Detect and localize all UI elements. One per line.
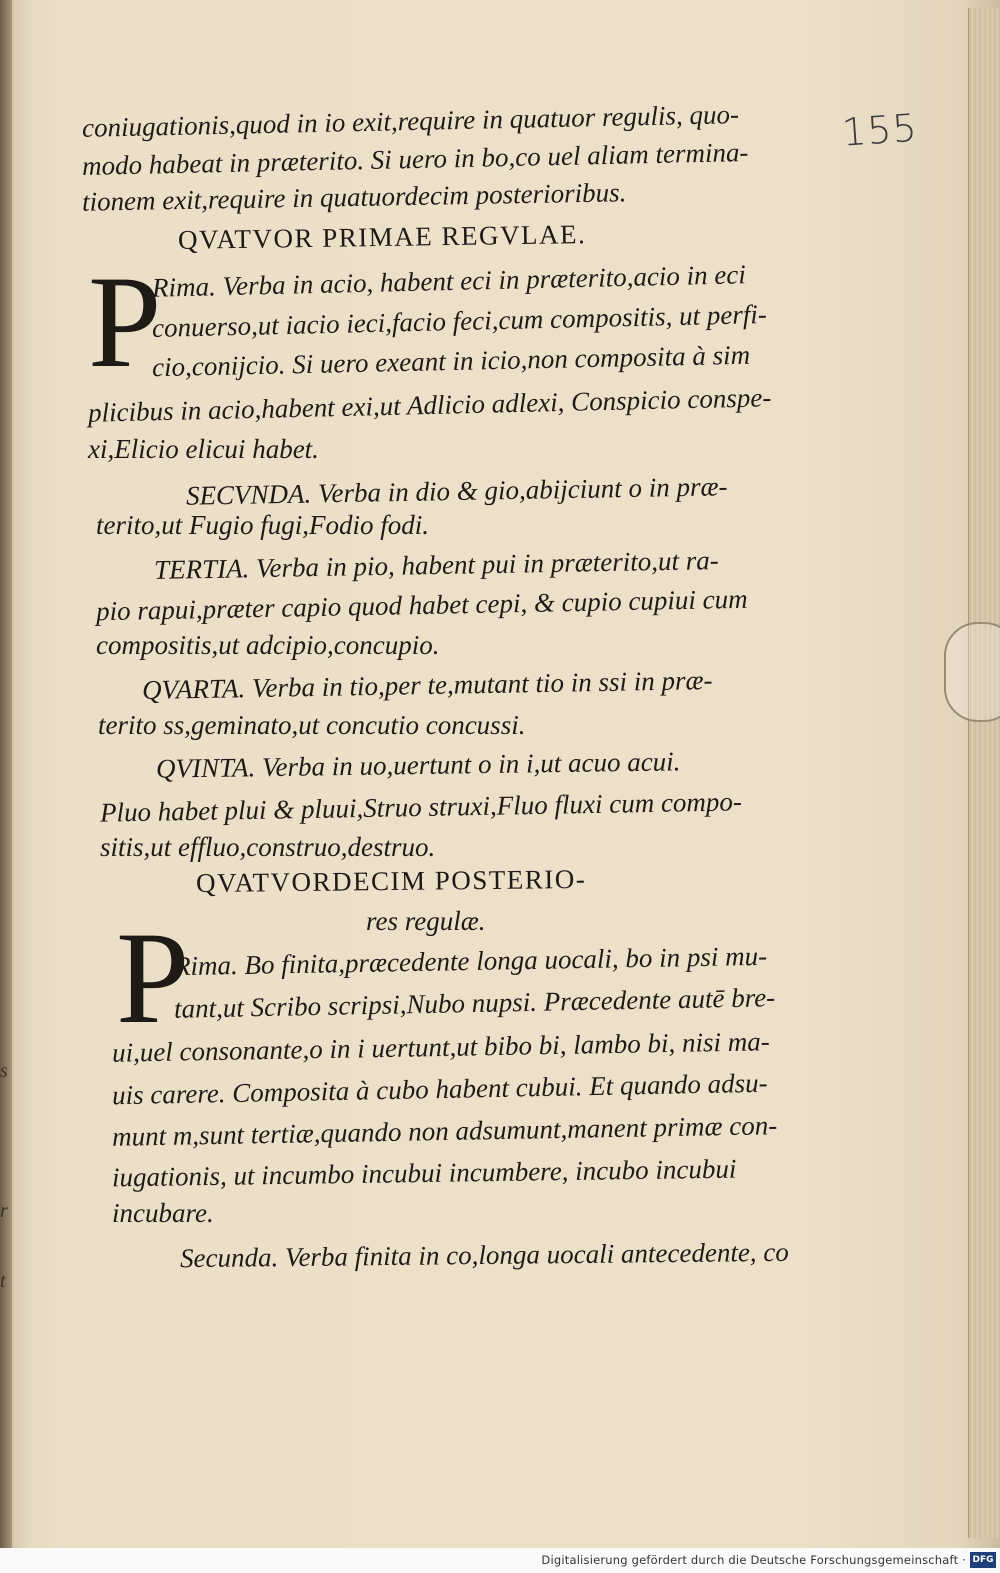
- text-line: xi,Elicio elicui habet.: [88, 434, 319, 464]
- text-line: compositis,ut adcipio,concupio.: [96, 630, 440, 660]
- text-line: Pluo habet plui & pluui,Struo struxi,Fluo fluxi cum compo-: [99, 786, 743, 828]
- drop-cap: P: [88, 248, 162, 395]
- text-line: QVINTA. Verba in uo,uertunt o in i,ut acuo acui.: [155, 746, 681, 784]
- text-line: ui,uel consonante,o in i uertunt,ut bibo bi, lambo bi, nisi ma-: [111, 1026, 770, 1068]
- section-heading-continued: res regulæ.: [366, 906, 486, 936]
- text-line: Rima. Verba in acio, habent eci in præterito,acio in eci: [151, 259, 747, 303]
- gutter-mark: t: [0, 1270, 6, 1292]
- text-line: conuerso,ut iacio ieci,facio feci,cum compositis, ut perfi-: [151, 299, 768, 343]
- text-line: SECVNDA. Verba in dio & gio,abijciunt o in præ-: [185, 471, 728, 511]
- text-line: pio rapui,præter capio quod habet cepi, & cupio cupiui cum: [95, 583, 748, 627]
- page-tab: [944, 622, 1000, 722]
- funding-credit: Digitalisierung gefördert durch die Deutsche Forschungsgemeinschaft ·: [541, 1553, 966, 1567]
- text-line: munt m,sunt tertiæ,quando non adsumunt,manent primæ con-: [111, 1110, 778, 1152]
- text-line: sitis,ut effluo,construo,destruo.: [100, 832, 436, 862]
- text-line: tionem exit,require in quatuordecim posterioribus.: [81, 177, 627, 217]
- folio-number: 155: [840, 105, 919, 155]
- text-line: TERTIA. Verba in pio, habent pui in præterito,ut ra-: [153, 545, 719, 585]
- text-line: plicibus in acio,habent exi,ut Adlicio adlexi, Conspicio conspe-: [87, 382, 772, 428]
- drop-cap: P: [116, 904, 190, 1051]
- text-line: iugationis, ut incumbo incubui incumbere, incubo incubui: [111, 1153, 737, 1193]
- facing-page-edge: [0, 0, 12, 1548]
- text-line: QVARTA. Verba in tio,per te,mutant tio in ssi in præ-: [141, 665, 713, 705]
- text-line: modo habeat in præterito. Si uero in bo,co uel aliam termina-: [81, 137, 749, 181]
- text-line: Rima. Bo finita,præcedente longa uocali, bo in psi mu-: [173, 940, 768, 982]
- text-line: terito ss,geminato,ut concutio concussi.: [98, 710, 526, 740]
- text-line: coniugationis,quod in io exit,require in quatuor regulis, quo-: [81, 99, 740, 143]
- section-heading: QVATVORDECIM POSTERIO-: [195, 863, 587, 899]
- footer-bar: [0, 1548, 1000, 1573]
- text-line: tant,ut Scribo scripsi,Nubo nupsi. Præcedente autē bre-: [173, 982, 776, 1024]
- page-stack-edges: [968, 8, 999, 1538]
- text-line: incubare.: [112, 1198, 214, 1228]
- text-line: terito,ut Fugio fugi,Fodio fodi.: [96, 510, 429, 540]
- gutter-mark: s: [0, 1060, 8, 1082]
- text-line: uis carere. Composita à cubo habent cubui. Et quando adsu-: [111, 1067, 768, 1111]
- text-line: Secunda. Verba finita in co,longa uocali antecedente, co: [179, 1236, 789, 1274]
- dfg-logo: DFG: [970, 1552, 996, 1568]
- text-line: cio,conijcio. Si uero exeant in icio,non composita à sim: [151, 339, 751, 383]
- gutter-mark: r: [0, 1200, 8, 1222]
- section-heading: QVATVOR PRIMAE REGVLAE.: [177, 219, 587, 255]
